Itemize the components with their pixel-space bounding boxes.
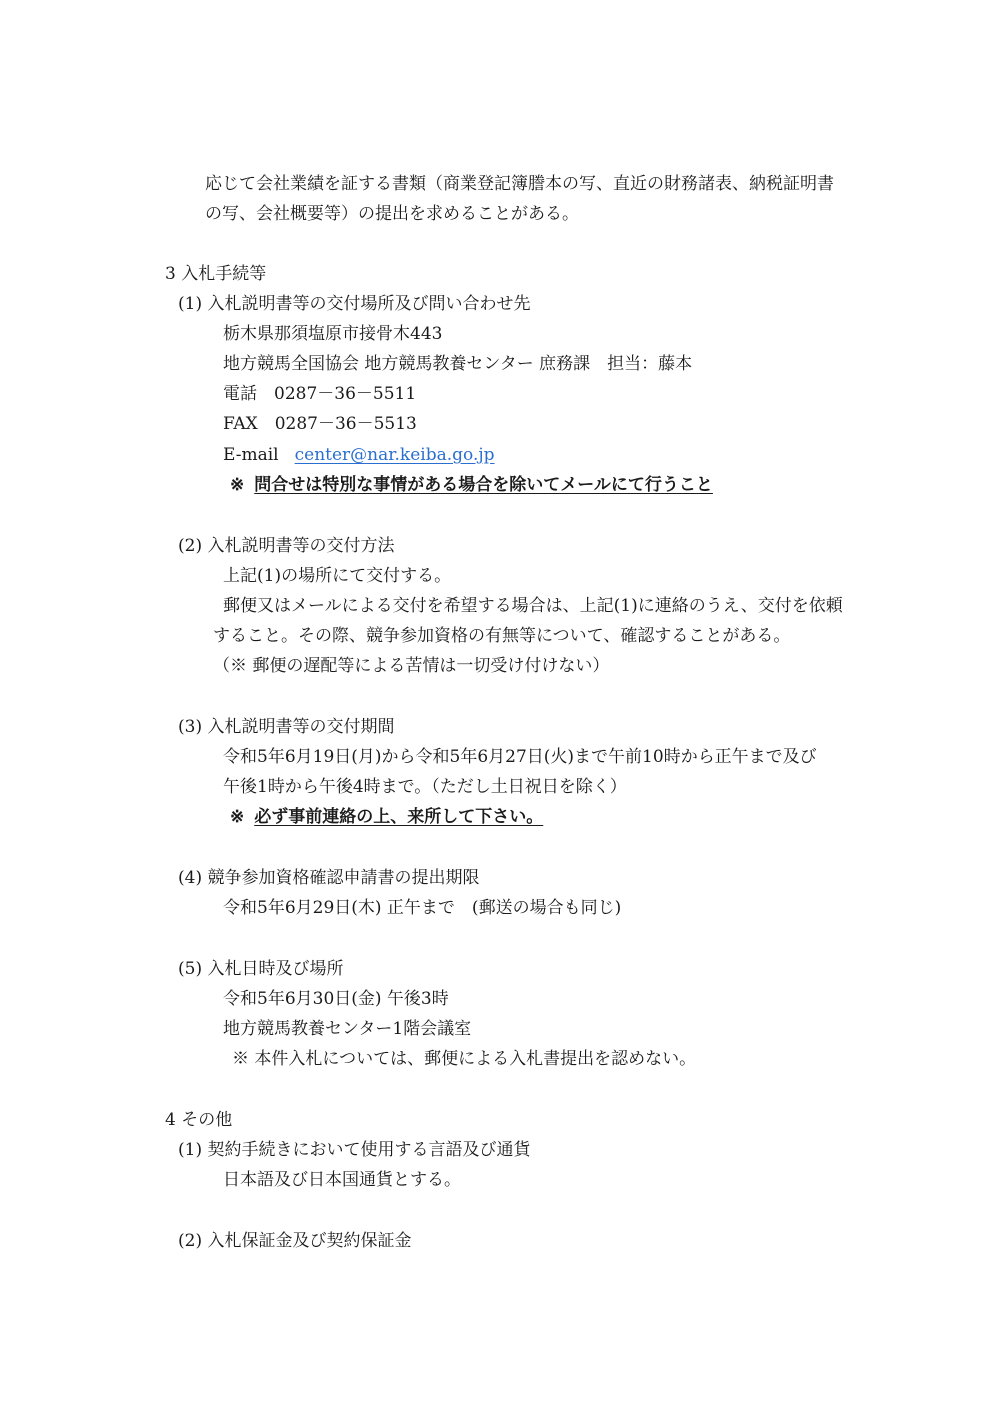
item-4-2-title: (2) 入札保証金及び契約保証金	[178, 1231, 412, 1251]
item-3-2-line-3: すること。その際、競争参加資格の有無等について、確認することがある。	[213, 626, 791, 646]
item-3-2-line-4: （※ 郵便の遅配等による苦情は一切受け付けない）	[213, 656, 610, 676]
email-label: E-mail	[223, 445, 279, 465]
item-3-5-line-3: ※ 本件入札については、郵便による入札書提出を認めない。	[232, 1049, 697, 1069]
contact-note	[230, 473, 713, 497]
organization-text: 地方競馬全国協会 地方競馬教養センター 庶務課 担当：藤本	[223, 354, 693, 374]
item-3-2-line-2: 郵便又はメールによる交付を希望する場合は、上記(1)に連絡のうえ、交付を依頼	[223, 596, 843, 616]
fax-text: FAX 0287－36－5513	[223, 414, 417, 434]
item-3-2-title: (2) 入札説明書等の交付方法	[178, 536, 395, 556]
item-3-5-line-2: 地方競馬教養センター1階会議室	[223, 1019, 472, 1039]
note-mark: ※	[230, 807, 245, 827]
item-3-3-line-2: 午後1時から午後4時まで。（ただし土日祝日を除く）	[223, 777, 627, 797]
telephone-text: 電話 0287－36－5511	[223, 384, 417, 404]
contact-note-text: 問合せは特別な事情がある場合を除いてメールにて行うこと	[254, 475, 713, 495]
section-4-heading: 4 その他	[165, 1110, 233, 1130]
item-4-1-title: (1) 契約手続きにおいて使用する言語及び通貨	[178, 1140, 531, 1160]
intro-line-2: の写、会社概要等）の提出を求めることがある。	[205, 204, 579, 224]
item-4-1-line-1: 日本語及び日本国通貨とする。	[223, 1170, 461, 1190]
item-3-3-line-1: 令和5年6月19日(月)から令和5年6月27日(火)まで午前10時から正午まで及び	[223, 747, 817, 767]
item-3-4-title: (4) 競争参加資格確認申請書の提出期限	[178, 868, 480, 888]
item-3-4-line-1: 令和5年6月29日(木) 正午まで (郵送の場合も同じ)	[223, 898, 622, 918]
item-3-2-line-1: 上記(1)の場所にて交付する。	[223, 566, 452, 586]
intro-line-1: 応じて会社業績を証する書類（商業登記簿謄本の写、直近の財務諸表、納税証明書	[205, 174, 834, 194]
item-3-5-title: (5) 入札日時及び場所	[178, 959, 344, 979]
item-3-5-line-1: 令和5年6月30日(金) 午後3時	[223, 989, 449, 1009]
section-3-heading: 3 入札手続等	[165, 264, 267, 284]
email-link[interactable]: center@nar.keiba.go.jp	[294, 445, 495, 465]
item-3-3-title: (3) 入札説明書等の交付期間	[178, 717, 395, 737]
note-mark: ※	[230, 475, 245, 495]
visit-note	[230, 805, 543, 829]
email-row	[223, 443, 495, 467]
item-3-1-title: (1) 入札説明書等の交付場所及び問い合わせ先	[178, 294, 531, 314]
address-text: 栃木県那須塩原市接骨木443	[223, 324, 443, 344]
visit-note-text: 必ず事前連絡の上、来所して下さい。	[254, 807, 544, 827]
